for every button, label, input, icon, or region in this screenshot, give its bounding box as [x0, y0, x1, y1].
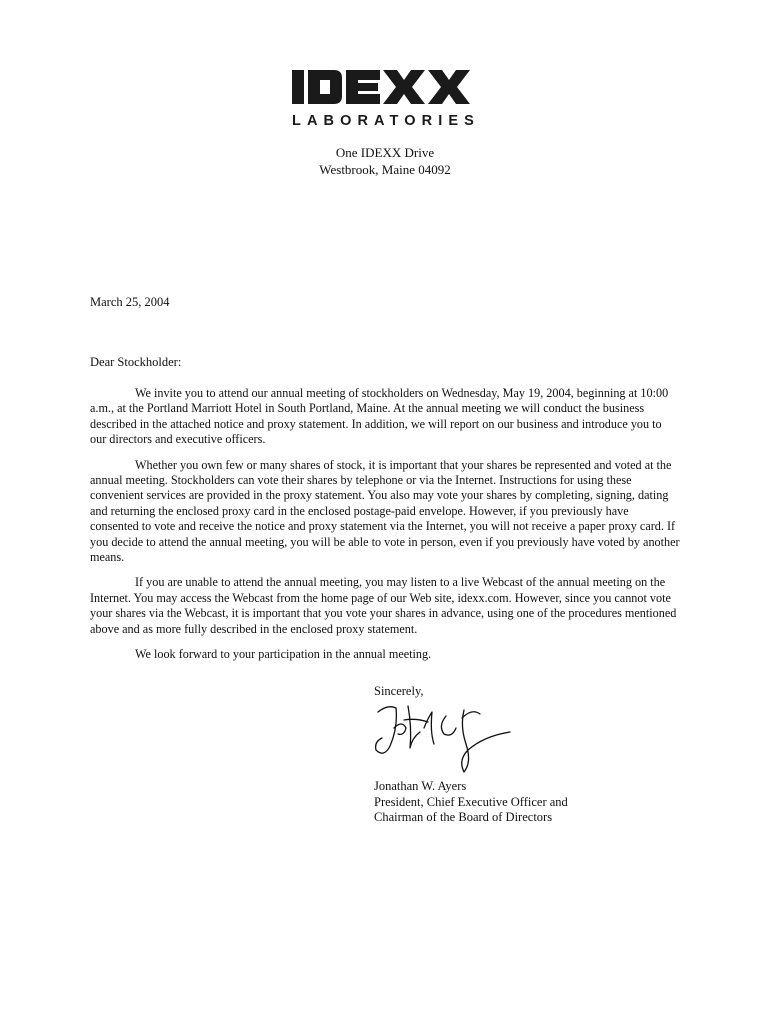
letter-body: [90, 386, 680, 673]
salutation: Dear Stockholder:: [90, 355, 182, 369]
body-paragraph: We invite you to attend our annual meeting of stockholders on Wednesday, May 19, 2004, beginning at 10:00 a.m., at the Portland Marriott Hotel in South Portland, Maine. At the annual meeting we will conduct the business described in the attached notice and proxy statement. In addition, we will report on our business and introduce you to our directors and executive officers.: [90, 386, 669, 447]
signer-title: Chairman of the Board of Directors: [374, 810, 553, 824]
letter-date: March 25, 2004: [90, 295, 170, 309]
closing: Sincerely,: [374, 684, 424, 698]
signer-title: President, Chief Executive Officer and: [374, 794, 568, 809]
body-paragraph: Whether you own few or many shares of stock, it is important that your shares be represented and voted at the annual meeting. Stockholders can vote their shares by telephone or via the Internet. Instructions for using these convenient services are provided in the proxy statement. You also may vote your shares by completing, signing, dating and returning the enclosed proxy card in the enclosed postage-paid envelope. However, if you previously have consented to vote and receive the notice and proxy statement via the Internet, you will not receive a paper proxy card. If you decide to attend the annual meeting, you will be able to vote in person, even if you previously have voted by another means.: [90, 457, 680, 565]
signer-name: Jonathan W. Ayers: [374, 779, 467, 793]
handwritten-signature: [368, 698, 518, 778]
body-paragraph: We look forward to your participation in the annual meeting.: [135, 647, 432, 662]
idexx-logo: [290, 68, 480, 128]
svg-text:LABORATORIES: LABORATORIES: [292, 113, 480, 128]
body-paragraph: If you are unable to attend the annual meeting, you may listen to a live Webcast of the annual meeting on the Internet. You may access the Webcast from the home page of our Web site, idexx.com. However, since you cannot vote your shares via the Webcast, it is important that you vote your shares in advance, using one of the procedures mentioned above and as more fully described in the enclosed proxy statement.: [90, 575, 677, 636]
signer-block: [374, 779, 568, 826]
address-line-2: Westbrook, Maine 04092: [319, 162, 451, 177]
address-line-1: One IDEXX Drive: [335, 145, 435, 160]
company-address: [0, 144, 770, 178]
